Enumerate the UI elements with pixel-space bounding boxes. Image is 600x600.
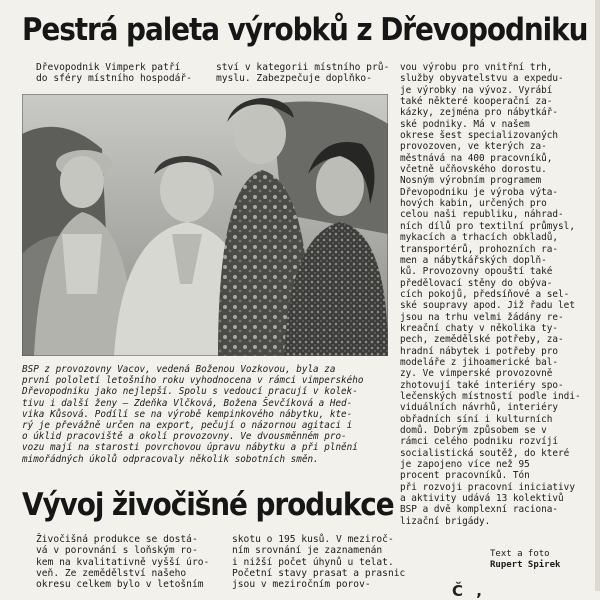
caption-line: první pololetí letošního roku vyhodnocena v rámci vimperského bbox=[22, 375, 364, 387]
section-headline: Vývoj živočišné produkce bbox=[22, 487, 394, 523]
section-left-column bbox=[36, 534, 209, 590]
text-line: cích pokojů, předsíňové a sel- bbox=[400, 288, 570, 300]
text-line: do sféry místního hospodář- bbox=[36, 73, 192, 85]
text-line: kázky, zejména pro nábytkář- bbox=[400, 107, 559, 119]
caption-line: vozu mají na starosti povrchovou úpravu nábytku a při plnění bbox=[22, 442, 358, 454]
caption-line: tivu i další ženy – Zdeňka Vlčková, Božena Ševčíková a Hed- bbox=[22, 397, 353, 409]
text-line: je zapojeno více než 95 bbox=[400, 459, 530, 471]
section-right-column bbox=[232, 534, 405, 590]
text-line: procent pracovníků. Tón bbox=[400, 470, 530, 482]
group-photo-image bbox=[22, 94, 388, 356]
text-line: zy. Ve vimperské provozovně bbox=[400, 368, 553, 380]
text-line: provozoven, ve kterých za- bbox=[400, 141, 547, 153]
text-line: mykacích a trhacích obkladů, bbox=[400, 232, 559, 244]
text-line: vou výrobu pro vnitřní trh, bbox=[400, 62, 553, 73]
text-line: domů. Dobrým způsobem se v bbox=[400, 425, 547, 436]
right-text-column bbox=[400, 62, 581, 527]
page-edge bbox=[595, 0, 600, 591]
text-line: i nižší počet úhynů u telat. bbox=[232, 556, 394, 568]
text-line: a aktivity udává 13 kolektivů bbox=[400, 493, 564, 505]
caption-line: BSP z provozovny Vacov, vedená Boženou Vozkovou, byla za bbox=[22, 364, 336, 375]
text-line: ním srovnání je zaznamenán bbox=[232, 545, 383, 557]
credit-line: Text a foto bbox=[490, 549, 550, 559]
caption-line: vika Kůsová. Podílí se na výrobě kempinkového nábytku, kte- bbox=[22, 408, 353, 420]
text-line: kem na kvalitativně vyšší úro- bbox=[36, 556, 210, 568]
text-line: celou naši republiku, náhrad- bbox=[400, 209, 564, 221]
text-line: okresu celkem bylo v letošním bbox=[36, 579, 204, 591]
text-line: ské podniky. Má v našem bbox=[400, 118, 530, 130]
text-line: hových kabin, určených pro bbox=[400, 198, 547, 210]
text-line: lizační brigády. bbox=[400, 515, 491, 527]
text-line: modeláře z jihoamerické bal- bbox=[400, 356, 559, 368]
lead-right-column bbox=[216, 62, 389, 85]
caption-line: Dřevopodniku jako nejlepší. Spolu s vedoucí pracují v kolek- bbox=[22, 386, 358, 398]
text-line: myslu. Zabezpečuje doplňko- bbox=[216, 73, 372, 85]
article-headline: Pestrá paleta výrobků z Dřevopodniku bbox=[22, 12, 588, 48]
text-line: veň. Ze zemědělství našeho bbox=[36, 567, 187, 579]
text-line: transportérů, prohozních ra- bbox=[400, 243, 559, 255]
text-line: předělovací stěny do obýva- bbox=[400, 277, 553, 289]
lead-left-column bbox=[36, 62, 192, 85]
text-line: je výrobky na vývoz. Vyrábí bbox=[400, 84, 553, 96]
text-line: BSP a dvě komplexní raciona- bbox=[400, 504, 559, 516]
text-line: Početní stavy prasat a prasnic bbox=[232, 567, 406, 579]
text-line: služby obyvatelstvu a expedu- bbox=[400, 73, 564, 85]
text-line: rámci celého podniku rozvíjí bbox=[400, 436, 559, 448]
text-line: městnává na 400 pracovníků, bbox=[400, 152, 553, 164]
text-line: včetně učňovského dorostu. bbox=[400, 164, 547, 176]
text-line: ské soupravy apod. Již řadu let bbox=[400, 300, 575, 312]
text-line: socialistická soutěž, do které bbox=[400, 447, 570, 459]
text-line: jsou na trhu velmi žádány re- bbox=[400, 311, 564, 323]
group-photo bbox=[22, 94, 388, 356]
text-line: jsou v meziročním porov- bbox=[232, 579, 371, 591]
text-line: vá v porovnání s loňským ro- bbox=[36, 545, 198, 557]
text-line: obřadních síní i kulturních bbox=[400, 413, 553, 425]
text-line: okrese šest specializovaných bbox=[400, 130, 559, 142]
text-line: viduálních návrhů, interiéry bbox=[400, 402, 559, 414]
text-line: ství v kategorii místního prů- bbox=[216, 62, 390, 73]
text-line: také některé kooperační za- bbox=[400, 96, 553, 108]
text-line: Dřevopodnik Vimperk patří bbox=[36, 62, 181, 73]
photo-caption bbox=[22, 364, 363, 465]
text-line: men a nábytkářských doplň- bbox=[400, 254, 547, 266]
credit-line: Rupert Spirek bbox=[490, 560, 561, 570]
text-line: Živočišná produkce se dostá- bbox=[36, 534, 198, 545]
text-line: kreační chaty v několika ty- bbox=[400, 322, 559, 334]
text-line: ních dílů pro textilní průmysl, bbox=[400, 220, 575, 232]
text-line: při rozvoji pracovní iniciativy bbox=[400, 481, 575, 493]
text-line: ků. Provozovny opouští také bbox=[400, 266, 553, 278]
caption-line: o úklid pracoviště a okolí provozovny. Ve dvousměnném pro- bbox=[22, 431, 347, 443]
text-line: zhotovují také interiéry spo- bbox=[400, 379, 564, 391]
text-line: pech, zemědělské potřeby, za- bbox=[400, 334, 564, 346]
caption-line: mimořádných úkolů odpracovaly několik sobotních směn. bbox=[22, 453, 319, 465]
text-line: Dřevopodniku je výroba výta- bbox=[400, 186, 559, 198]
next-article-fragment: Č , bbox=[452, 582, 486, 600]
text-line: Nosným výrobním programem bbox=[400, 175, 542, 187]
text-line: lečenských místností podle indi- bbox=[400, 390, 581, 402]
caption-line: rý je převážně určen na export, pečují o názornou agitaci i bbox=[22, 420, 353, 432]
author-credit bbox=[490, 549, 560, 571]
text-line: hradní nábytek i potřeby pro bbox=[400, 345, 559, 357]
text-line: skotu o 195 kusů. V meziroč- bbox=[232, 534, 394, 545]
